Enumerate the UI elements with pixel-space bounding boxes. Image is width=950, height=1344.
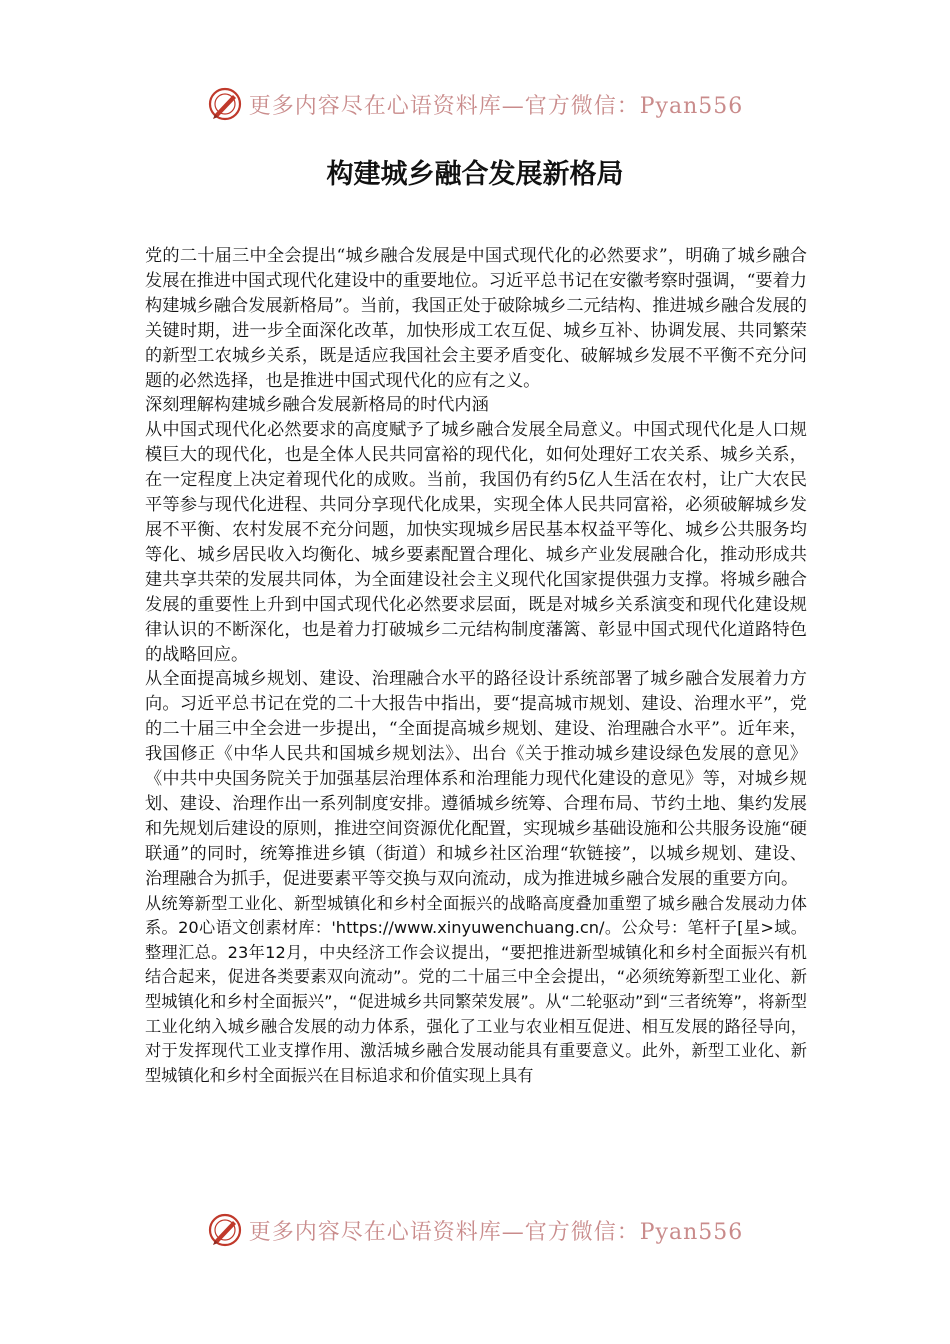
footer-banner[interactable] <box>0 1208 950 1252</box>
pen-circle-logo-icon <box>207 86 243 122</box>
paragraph-intro: 党的二十届三中全会提出“城乡融合发展是中国式现代化的必然要求”，明确了城乡融合发展在推进中国式现代化建设中的重要地位。习近平总书记在安徽考察时强调，“要着力构建城乡融合发展新格局”。当前，我国正处于破除城乡二元结构、推进城乡融合发展的关键时期，进一步全面深化改革，加快形成工农互促、城乡互补、协调发展、共同繁荣的新型工农城乡关系，既是适应我国社会主要矛盾变化、破解城乡发展不平衡不充分问题的必然选择，也是推进中国式现代化的应有之义。 <box>145 246 807 391</box>
paragraph-industrialization: 从统筹新型工业化、新型城镇化和乡村全面振兴的战略高度叠加重塑了城乡融合发展动力体系。20心语文创素材库：'https://www.xinyuwenchuang.cn/。公众号：笔杆子[星>域。整理汇总。23年12月，中央经济工作会议提出，“要把推进新型城镇化和乡村全面振兴有机结合起来，促进各类要素双向流动”。党的二十届三中全会提出，“必须统筹新型工业化、新型城镇化和乡村全面振兴”，“促进城乡共同繁荣发展”。从“二轮驱动”到“三者统筹”，将新型工业化纳入城乡融合发展的动力体系，强化了工业与农业相互促进、相互发展的路径导向，对于发挥现代工业支撑作用、激活城乡融合发展动能具有重要意义。此外，新型工业化、新型城镇化和乡村全面振兴在目标追求和价值实现上具有 <box>145 893 807 1085</box>
document-title: 构建城乡融合发展新格局 <box>326 159 624 190</box>
footer-banner-text: 更多内容尽在心语资料库—官方微信：Pyan556 <box>248 1219 744 1245</box>
header-banner[interactable] <box>0 82 950 126</box>
paragraph-modernization: 从中国式现代化必然要求的高度赋予了城乡融合发展全局意义。中国式现代化是人口规模巨大的现代化，也是全体人民共同富裕的现代化，如何处理好工农关系、城乡关系，在一定程度上决定着现代化的成败。当前，我国仍有约5亿人生活在农村，让广大农民平等参与现代化进程、共同分享现代化成果，实现全体人民共同富裕，必须破解城乡发展不平衡、农村发展不充分问题，加快实现城乡居民基本权益平等化、城乡公共服务均等化、城乡居民收入均衡化、城乡要素配置合理化、城乡产业发展融合化，推动形成共建共享共荣的发展共同体，为全面建设社会主义现代化国家提供强力支撑。将城乡融合发展的重要性上升到中国式现代化必然要求层面，既是对城乡关系演变和现代化建设规律认识的不断深化，也是着力打破城乡二元结构制度藩篱、彰显中国式现代化道路特色的战略回应。 <box>145 420 807 665</box>
pen-circle-logo-icon <box>207 1212 243 1248</box>
paragraph-planning: 从全面提高城乡规划、建设、治理融合水平的路径设计系统部署了城乡融合发展着力方向。习近平总书记在党的二十大报告中指出，要“提高城市规划、建设、治理水平”，党的二十届三中全会进一步提出，“全面提高城乡规划、建设、治理融合水平”。近年来，我国修正《中华人民共和国城乡规划法》、出台《关于推动城乡建设绿色发展的意见》《中共中央国务院关于加强基层治理体系和治理能力现代化建设的意见》等，对城乡规划、建设、治理作出一系列制度安排。遵循城乡统筹、合理布局、节约土地、集约发展和先规划后建设的原则，推进空间资源优化配置，实现城乡基础设施和公共服务设施“硬联通”的同时，统筹推进乡镇（街道）和城乡社区治理“软链接”，以城乡规划、建设、治理融合为抓手，促进要素平等交换与双向流动，成为推进城乡融合发展的重要方向。 <box>145 669 807 889</box>
document-body <box>145 244 807 1088</box>
section-heading: 深刻理解构建城乡融合发展新格局的时代内涵 <box>145 395 489 416</box>
header-banner-text: 更多内容尽在心语资料库—官方微信：Pyan556 <box>248 93 744 119</box>
